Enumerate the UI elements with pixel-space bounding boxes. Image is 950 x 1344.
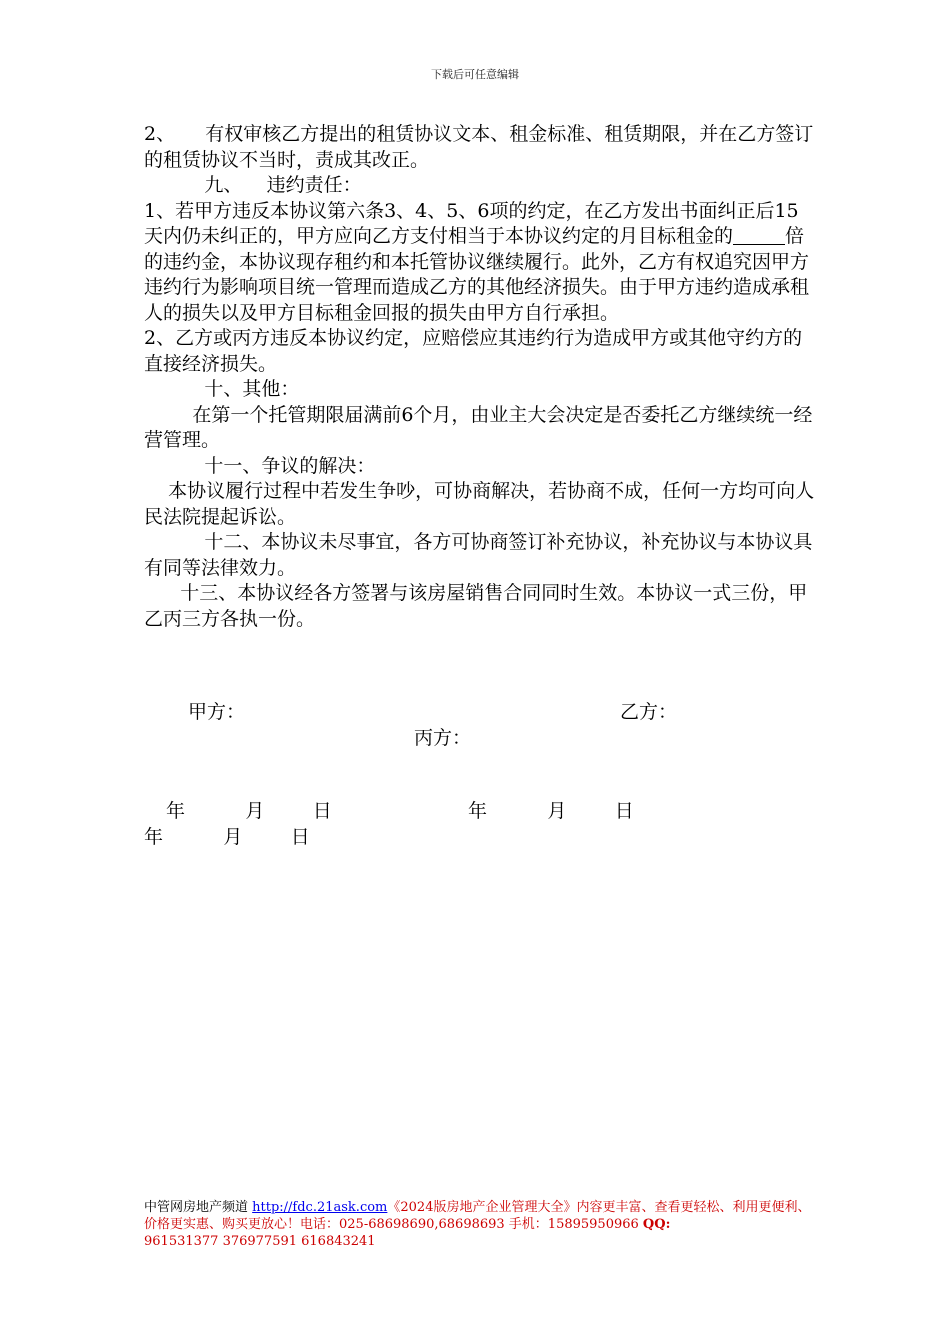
paragraph-other: 在第一个托管期限届满前6个月，由业主大会决定是否委托乙方继续统一经营管理。 (144, 403, 813, 451)
date-line-b: 年 月 日 (468, 800, 634, 822)
footer-qq-numbers: 961531377 376977591 616843241 (144, 1234, 376, 1249)
footer-link[interactable]: http://fdc.21ask.com (252, 1200, 388, 1215)
section-11-title: 十一、争议的解决： (144, 454, 376, 477)
section-10-title: 十、其他： (144, 378, 300, 400)
blank-multiple-field (733, 226, 785, 245)
paragraph-breach-2: 2、乙方或丙方违反本协议约定，应赔偿应其违约行为造成甲方或其他守约方的直接经济损失。 (144, 327, 803, 375)
paragraph-section-12: 十二、本协议未尽事宜，各方可协商签订补充协议，补充协议与本协议具有同等法律效力。 (144, 531, 813, 579)
paragraph-section-13: 十三、本协议经各方签署与该房屋销售合同同时生效。本协议一式三份，甲乙丙三方各执一份。 (144, 582, 808, 630)
header-note: 下载后可任意编辑 (431, 68, 519, 81)
date-line-a: 年 月 日 (166, 800, 332, 822)
party-a-label: 甲方： (188, 701, 246, 723)
breach-1-text-a: 1、若甲方违反本协议第六条3、4、5、6项的约定，在乙方发出书面纠正后15天内仍未纠正的，甲方应向乙方支付相当于本协议约定的月目标租金的 (144, 199, 799, 247)
document-body (144, 122, 816, 632)
breach-1-text-b: 倍的违约金，本协议现存租约和本托管协议继续履行。此外，乙方有权追究因甲方违约行为影响项目统一管理而造成乙方的其他经济损失。由于甲方违约造成承租人的损失以及甲方目标租金回报的损失由甲方自行承担。 (144, 225, 810, 324)
paragraph-breach-1 (144, 199, 816, 327)
party-c-label: 丙方： (414, 727, 472, 749)
footer-prefix: 中管网房地产频道 (144, 1200, 253, 1215)
footer-text: 《2024版房地产企业管理大全》内容更丰富、查看更轻松、利用更便利、价格更实惠、购买更放心！电话：025-68698690,68698693 手机：15895950966 (144, 1200, 811, 1232)
party-b-label: 乙方： (620, 701, 678, 723)
date-line-c: 年 月 日 (144, 826, 310, 848)
footer-advert (144, 1199, 816, 1250)
footer-qq-label: QQ: (642, 1217, 671, 1232)
section-9-title: 九、 违约责任： (144, 174, 362, 196)
paragraph-dispute: 本协议履行过程中若发生争吵，可协商解决，若协商不成，任何一方均可向人民法院提起诉讼。 (144, 480, 815, 528)
paragraph-right-2: 2、 有权审核乙方提出的租赁协议文本、租金标准、租赁期限，并在乙方签订的租赁协议不当时，责成其改正。 (144, 123, 814, 171)
